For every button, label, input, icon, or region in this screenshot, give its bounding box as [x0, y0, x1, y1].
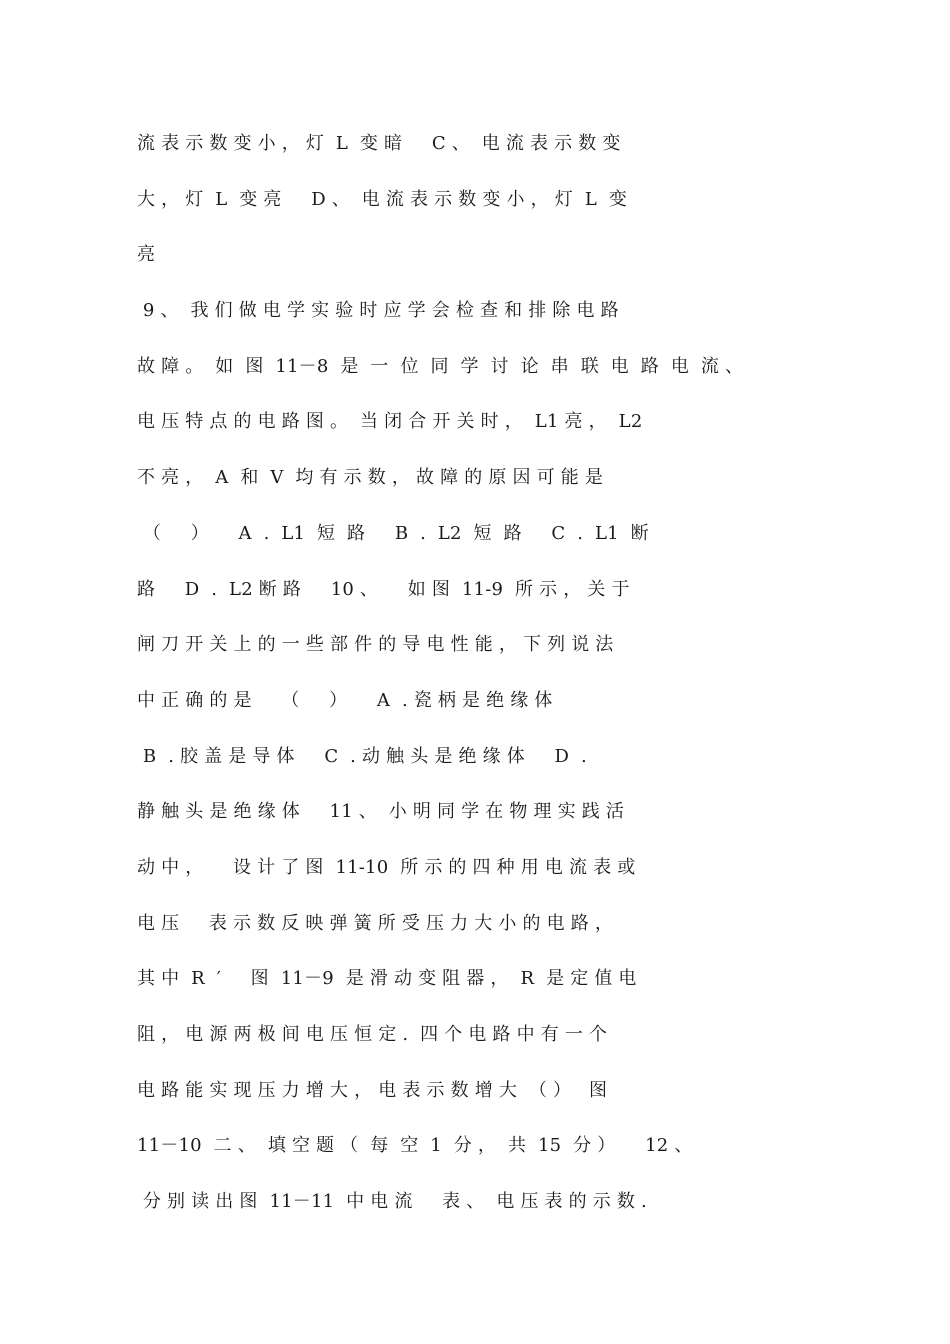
text-line: B . 胶 盖 是 导 体 C . 动 触 头 是 绝 缘 体 D .	[137, 745, 587, 767]
text-line: 不 亮 ， A 和 V 均 有 示 数 ， 故 障 的 原 因 可 能 是	[137, 467, 604, 489]
text-line: （ ） A . L1 短 路 B . L2 短 路 C . L1 断	[137, 522, 649, 544]
text-line: 电 压 特 点 的 电 路 图 。 当 闭 合 开 关 时 ， L1 亮 ， L2	[137, 411, 643, 433]
text-line: 其 中 R ′ 图 11－9 是 滑 动 变 阻 器 ， R 是 定 值 电	[137, 968, 637, 990]
text-line: 阻 ， 电 源 两 极 间 电 压 恒 定 . 四 个 电 路 中 有 一 个	[137, 1024, 608, 1045]
text-line: 流 表 示 数 变 小 ， 灯 L 变 暗 C 、 电 流 表 示 数 变	[137, 133, 621, 154]
text-line: 电 压 表 示 数 反 映 弹 簧 所 受 压 力 大 小 的 电 路 ，	[137, 912, 614, 934]
text-line: 中 正 确 的 是 （ ） A . 瓷 柄 是 绝 缘 体	[137, 689, 553, 711]
text-line: 路 D . L2 断 路 10 、 如 图 11-9 所 示 ， 关 于	[137, 578, 630, 600]
text-line: 11－10 二 、 填 空 题 （ 每 空 1 分 ， 共 15 分 ） 12 、	[137, 1135, 693, 1157]
text-line: 分 别 读 出 图 11－11 中 电 流 表 、 电 压 表 的 示 数 .	[137, 1191, 647, 1213]
text-line: 电 路 能 实 现 压 力 增 大 ， 电 表 示 数 增 大 （ ） 图	[137, 1079, 608, 1101]
text-line: 闸 刀 开 关 上 的 一 些 部 件 的 导 电 性 能 ， 下 列 说 法	[137, 634, 614, 656]
text-line: 静 触 头 是 绝 缘 体 11 、 小 明 同 学 在 物 理 实 践 活	[137, 801, 625, 823]
document-text-body	[137, 122, 837, 1236]
text-line: 动 中 ， 设 计 了 图 11-10 所 示 的 四 种 用 电 流 表 或	[137, 856, 636, 878]
text-line: 亮	[137, 244, 156, 266]
text-line: 9 、 我 们 做 电 学 实 验 时 应 学 会 检 查 和 排 除 电 路	[137, 300, 619, 322]
text-line: 大 ， 灯 L 变 亮 D 、 电 流 表 示 数 变 小 ， 灯 L 变	[137, 188, 628, 210]
text-line: 故 障 。 如 图 11－8 是 一 位 同 学 讨 论 串 联 电 路 电 流 、	[137, 355, 744, 377]
